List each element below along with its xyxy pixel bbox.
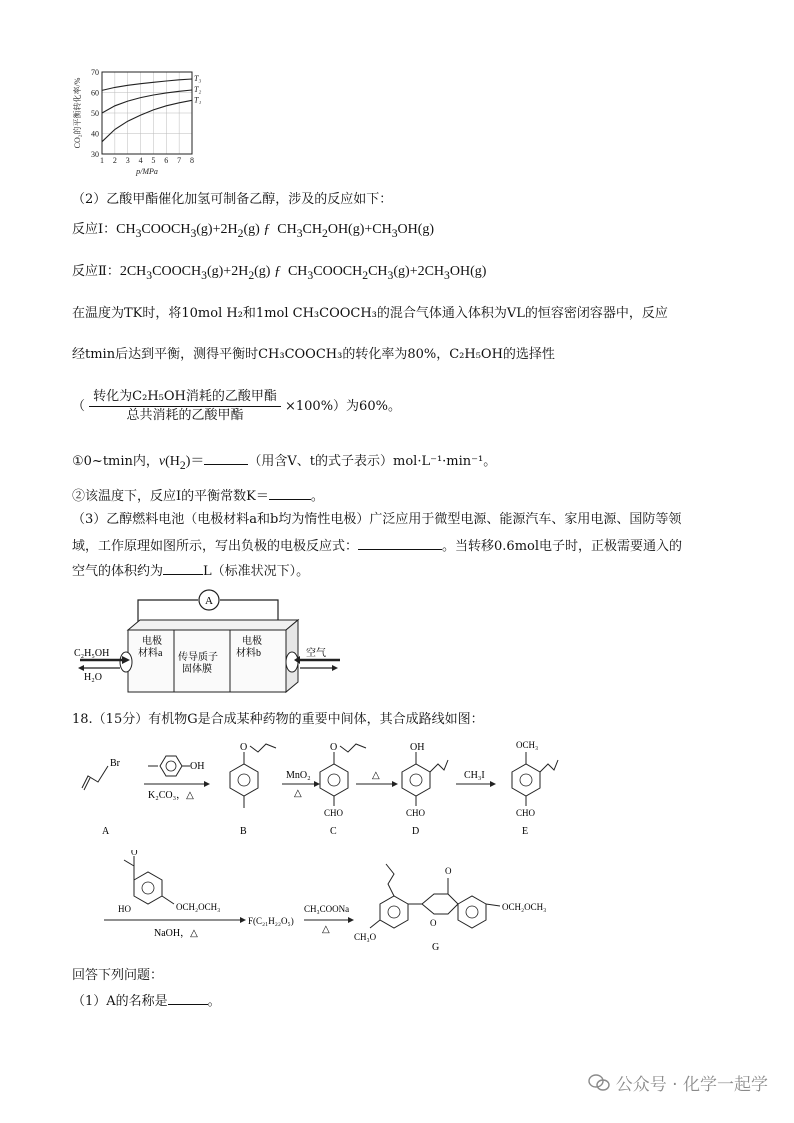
sub-question-1: ①0~tmin内，$v(H_2)=$ （用含V、t的式子表示）mol·L⁻¹·min⁻¹。 (72, 454, 497, 472)
series-label-2: T₁ (194, 95, 202, 105)
reagent-f: NaOH，△ (154, 928, 198, 939)
sub1-prefix: ①0~tmin内， (72, 454, 159, 469)
a-br-group: Br (110, 758, 120, 769)
sub1-suffix: （用含V、t的式子表示）mol·L⁻¹·min⁻¹。 (248, 454, 497, 469)
ketone-o: O (131, 850, 138, 857)
ketone-och2och3: OCH₂OCH₃ (176, 902, 221, 912)
fraction-denominator: 总共消耗的乙酸甲酯 (126, 408, 244, 423)
x-tick-label: 6 (164, 156, 169, 165)
label-c: C (330, 826, 337, 837)
q3-line-2-suffix: 。当转移0.6mol电子时，正极需要通入的 (442, 539, 683, 554)
label-g: G (432, 942, 440, 953)
q3-line-3 (72, 562, 309, 580)
series-line-1 (102, 90, 192, 113)
membrane-label-1: 传导质子 (178, 652, 218, 663)
answer-blank-name-a[interactable] (168, 992, 208, 1005)
x-tick-label: 5 (151, 156, 156, 165)
watermark (588, 1070, 768, 1095)
q2-condition-1: 在温度为TK时，将10mol H₂和1mol CH₃COOCH₃的混合气体通入体积为VL的恒容密闭容器中，反应 (72, 306, 668, 321)
e-och3: OCH₃ (516, 740, 539, 750)
q3-line-1: （3）乙醇燃料电池（电极材料a和b均为惰性电极）广泛应用于微型电源、能源汽车、家用电源、国防等领 (72, 512, 682, 527)
ketone-ho: HO (118, 904, 131, 914)
g-carbonyl-o: O (445, 866, 452, 876)
y-tick-label: 70 (91, 68, 99, 77)
fraction-numerator: 转化为C₂H₅OH消耗的乙酸甲酯 (89, 388, 281, 407)
inlet-right-label: 空气 (306, 648, 326, 659)
fraction-tail: ×100%）为60%。 (285, 399, 401, 414)
q3-line-3-suffix: L（标准状况下）。 (203, 564, 310, 579)
y-tick-label: 50 (91, 109, 99, 118)
cresol-oh-group: OH (190, 761, 205, 772)
electrode-b-label-1: 电极 (242, 636, 262, 647)
series-label-0: T₃ (194, 73, 202, 83)
compound-f: F(C₂₁H₂₂O₅) (248, 916, 294, 926)
q3-line-3-prefix: 空气的体积约为 (72, 564, 164, 579)
y-tick-label: 60 (91, 88, 99, 98)
x-axis-label: p/MPa (136, 167, 158, 176)
label-a: A (102, 826, 110, 837)
series-line-2 (102, 100, 192, 141)
synthesis-route-row-1 (72, 736, 592, 838)
watermark-text: 公众号 · 化学一起学 (615, 1075, 768, 1095)
y-tick-label: 30 (91, 150, 99, 159)
inlet-left-label: C₂H₅OH (74, 648, 110, 659)
x-tick-label: 4 (138, 156, 143, 165)
y-axis-label: CO₂的平衡转化率/% (73, 77, 82, 149)
x-tick-label: 1 (100, 156, 104, 165)
reagent-bc-top: MnO₂ (286, 770, 311, 781)
q18-sub-1-suffix: 。 (207, 994, 221, 1009)
q3-line-2-prefix: 域，工作原理如图所示，写出负极的电极反应式： (72, 539, 359, 554)
g-ch3o: CH₃O (354, 932, 377, 942)
label-d: D (412, 826, 420, 837)
sub2-suffix: 。 (310, 489, 324, 504)
electrode-a-label-1: 电极 (142, 636, 162, 647)
reagent-cd: △ (372, 770, 380, 781)
x-tick-label: 2 (112, 156, 117, 165)
e-cho: CHO (516, 808, 536, 818)
wechat-icon (588, 1074, 610, 1092)
selectivity-definition: （ $\frac{\text{转化为C₂H₅OH消耗的乙酸甲酯}}{\text{总共消耗的乙酸甲酯}}$ ×100%）为60%。 (72, 389, 401, 423)
answer-blank-k[interactable] (269, 487, 311, 500)
reagent-bc-bottom: △ (294, 788, 302, 799)
conversion-chart (70, 64, 210, 182)
reaction-2-label: 反应Ⅱ： (72, 264, 120, 279)
answer-intro: 回答下列问题： (72, 968, 164, 983)
q18-sub-1 (72, 992, 221, 1010)
b-o: O (240, 742, 248, 753)
sub-question-2 (72, 487, 324, 505)
reaction-1: 反应Ⅰ：$CH_3COOCH_3(g)+2H_2(g)$ ƒ $CH_3CH_2OH(g)+CH_3OH(g)$ (72, 222, 435, 240)
x-tick-label: 8 (190, 156, 194, 165)
series-label-1: T₂ (194, 85, 202, 95)
q2-intro: （2）乙酸甲酯催化加氢可制备乙醇，涉及的反应如下： (72, 192, 393, 207)
q2-condition-2: 经tmin后达到平衡，测得平衡时CH₃COOCH₃的转化率为80%，C₂H₅OH的选择性 (72, 347, 555, 362)
label-e: E (522, 826, 529, 837)
reaction-1-label: 反应Ⅰ： (72, 222, 117, 237)
x-tick-label: 7 (177, 156, 182, 165)
y-tick-label: 40 (91, 129, 99, 139)
synthesis-route-row-2 (104, 850, 584, 956)
c-cho: CHO (324, 808, 344, 818)
answer-blank-rate[interactable] (204, 452, 248, 465)
d-oh: OH (410, 742, 425, 753)
electrode-b-label-2: 材料b (236, 648, 261, 659)
x-tick-label: 3 (125, 156, 130, 165)
q3-line-2 (72, 537, 682, 555)
fuel-cell-diagram (70, 586, 370, 698)
sub2-prefix: ②该温度下，反应Ⅰ的平衡常数K＝ (72, 489, 269, 504)
membrane-label-2: 固体膜 (182, 664, 212, 675)
label-b: B (240, 826, 247, 837)
ammeter-label: A (205, 595, 213, 607)
q18-sub-1-prefix: （1）A的名称是 (72, 994, 168, 1009)
answer-blank-electrode[interactable] (358, 537, 442, 550)
c-o: O (330, 742, 338, 753)
d-cho: CHO (406, 808, 426, 818)
g-och2och3: OCH₂OCH₃ (502, 902, 547, 912)
g-ring-o: O (430, 918, 437, 928)
series-line-0 (102, 79, 192, 90)
electrode-a-label-2: 材料a (138, 648, 163, 659)
reagent-fg-top: CH₃COONa (304, 904, 350, 914)
reagent-ab: K₂CO₃，△ (148, 790, 194, 801)
reagent-fg-bottom: △ (322, 924, 330, 935)
q18-stem: 18.（15分）有机物G是合成某种药物的重要中间体，其合成路线如图： (72, 712, 484, 727)
reagent-de: CH₃I (464, 770, 485, 781)
outlet-left-label: H₂O (84, 672, 102, 683)
reaction-2: 反应Ⅱ：$2CH_3COOCH_3(g)+2H_2(g)$ ƒ $CH_3COOCH_2CH_3(g)+2CH_3OH(g)$ (72, 264, 487, 282)
answer-blank-volume[interactable] (163, 562, 203, 575)
